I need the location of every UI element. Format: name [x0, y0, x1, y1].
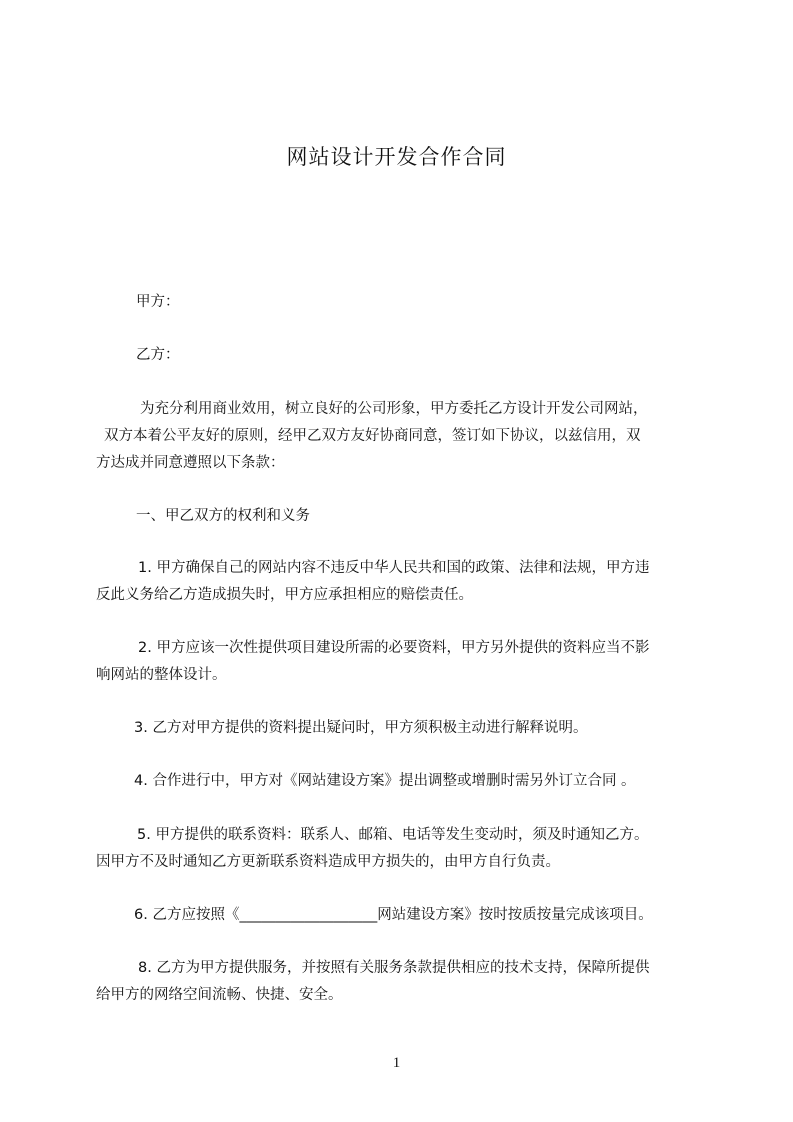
section-heading: 一、甲乙双方的权利和义务 [136, 508, 310, 524]
clause-2-line-1: 2. 甲方应该一次性提供项目建设所需的必要资料，甲方另外提供的资料应当不影 [138, 640, 650, 656]
clause-1-line-2: 反此义务给乙方造成损失时，甲方应承担相应的赔偿责任。 [96, 587, 473, 603]
clause-8-line-2: 给甲方的网络空间流畅、快捷、安全。 [96, 987, 343, 1003]
clause-2-line-2: 响网站的整体设计。 [96, 667, 227, 683]
page-number: 1 [392, 1055, 401, 1071]
clause-5-line-1: 5. 甲方提供的联系资料：联系人、邮箱、电话等发生变动时，须及时通知乙方。 [137, 827, 649, 843]
clause-6: 6. 乙方应按照《___________________网站建设方案》按时按质按量完成该项目。 [134, 907, 653, 923]
clause-3: 3. 乙方对甲方提供的资料提出疑问时，甲方须积极主动进行解释说明。 [134, 720, 588, 736]
intro-line-1: 为充分利用商业效用，树立良好的公司形象，甲方委托乙方设计开发公司网站， [140, 401, 648, 417]
intro-line-2: 双方本着公平友好的原则，经甲乙双方友好协商同意，签订如下协议，以兹信用，双 [104, 428, 641, 444]
clause-8-line-1: 8. 乙方为甲方提供服务，并按照有关服务条款提供相应的技术支持，保障所提供 [138, 960, 650, 976]
party-b-label: 乙方： [136, 347, 180, 363]
clause-4: 4. 合作进行中，甲方对《网站建设方案》提出调整或增删时需另外订立合同 。 [134, 773, 636, 789]
party-a-label: 甲方： [136, 294, 180, 310]
page-title: 网站设计开发合作合同 [286, 145, 507, 169]
intro-line-3: 方达成并同意遵照以下条款： [96, 455, 285, 471]
clause-5-line-2: 因甲方不及时通知乙方更新联系资料造成甲方损失的，由甲方自行负责。 [96, 854, 560, 870]
clause-1-line-1: 1. 甲方确保自己的网站内容不违反中华人民共和国的政策、法律和法规，甲方违 [138, 560, 650, 576]
